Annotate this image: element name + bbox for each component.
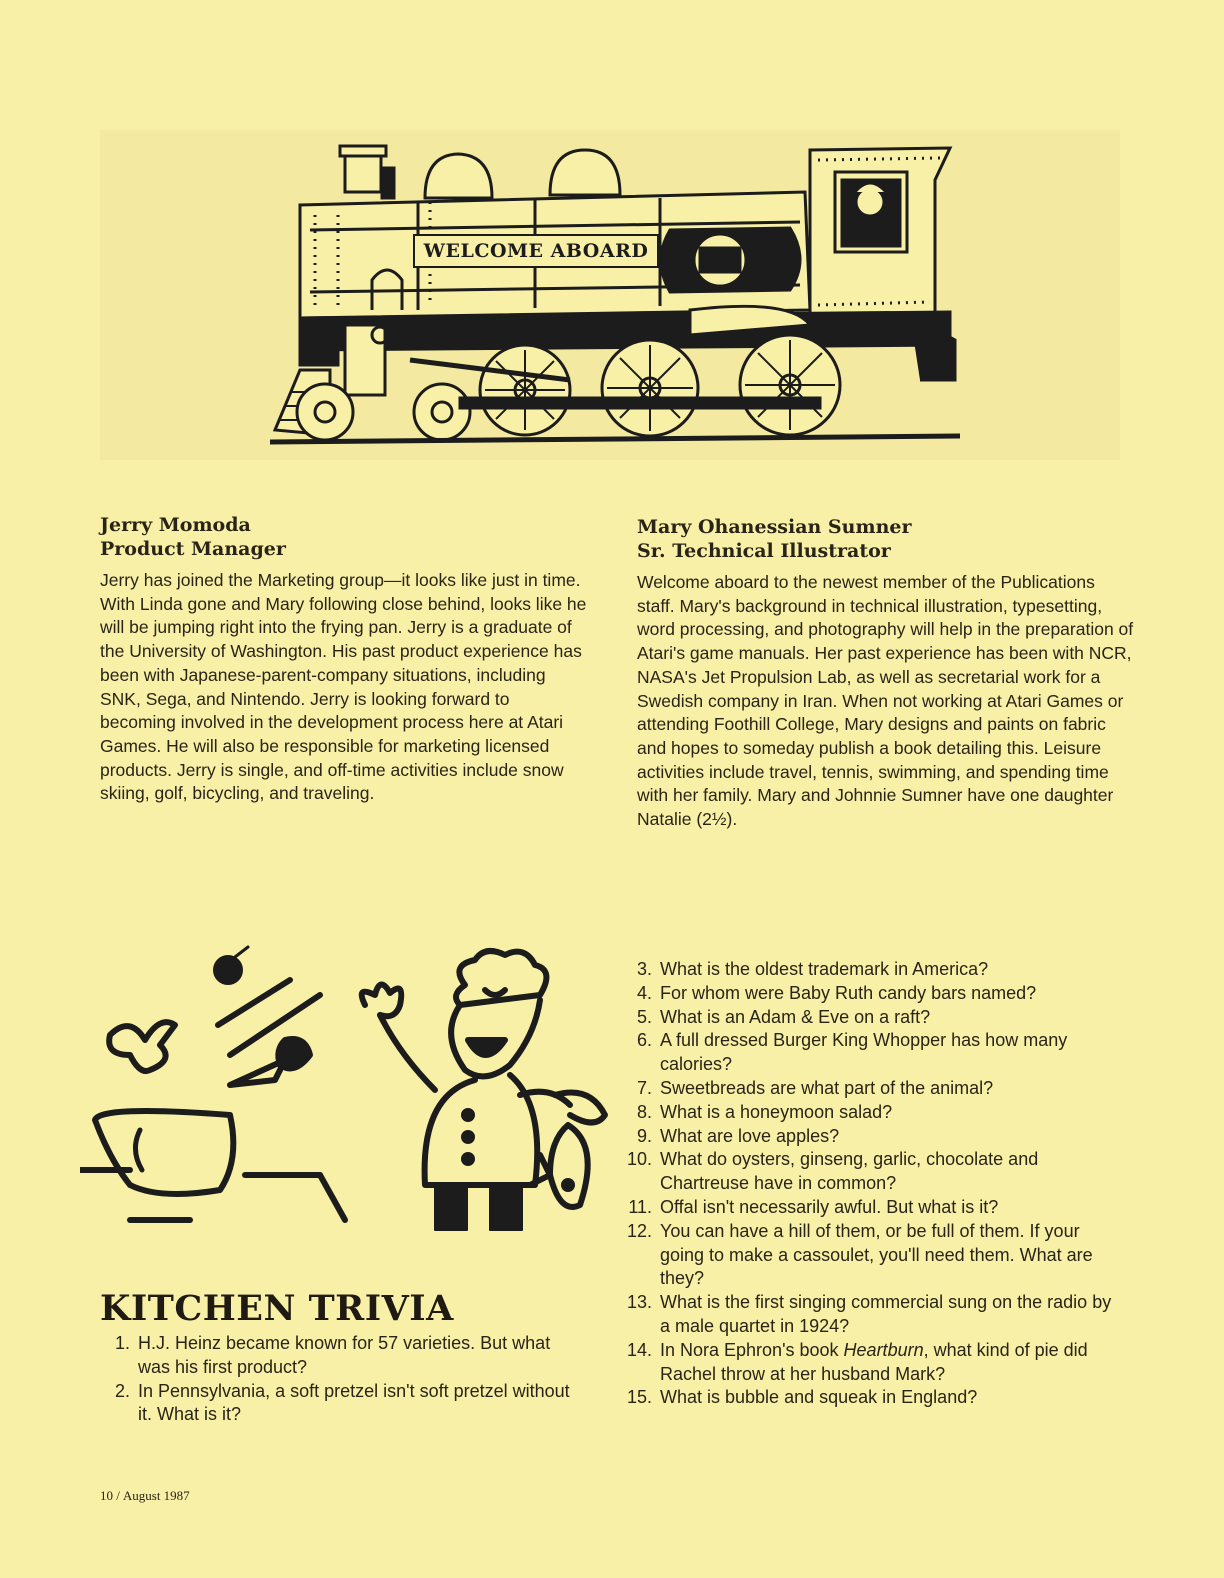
trivia-question: [622, 1125, 1122, 1149]
trivia-question: [622, 982, 1122, 1006]
trivia-question: [622, 1291, 1122, 1339]
trivia-question: [622, 1148, 1122, 1196]
question-number: 15.: [626, 1387, 652, 1408]
profile-name: Jerry Momoda: [100, 514, 251, 536]
question-number: 8.: [636, 1101, 652, 1122]
chef-drawing: [80, 945, 620, 1245]
trivia-question: [622, 1029, 1122, 1077]
profile-role: Sr. Technical Illustrator: [637, 540, 891, 562]
question-text: Sweetbreads are what part of the animal?: [660, 1077, 994, 1098]
question-text: What are love apples?: [660, 1125, 840, 1146]
trivia-question: [622, 1101, 1122, 1125]
profile-mary-sumner: [637, 515, 1137, 832]
trivia-question: [622, 1386, 1122, 1410]
trivia-question: [622, 1196, 1122, 1220]
question-number: 13.: [626, 1292, 652, 1313]
question-number: 3.: [636, 959, 652, 979]
trivia-questions-left: [100, 1332, 570, 1427]
question-text: For whom were Baby Ruth candy bars named?: [660, 982, 1037, 1003]
question-number: 14.: [626, 1339, 652, 1360]
profile-bio: Welcome aboard to the newest member of the Publications staff. Mary's background in technical illustration, typesetting, word processing, and photography will help in the preparation of Atari's game manuals. Her past experience has been with NCR, NASA's Jet Propulsion Lab, as well as secretarial work for a Swedish company in Iran. When not working at Atari Games or attending Foothill College, Mary designs and paints on fabric and hopes to someday publish a book detailing this. Leisure activities include travel, tennis, swimming, and spending time with her family. Mary and Johnnie Sumner have one daughter Natalie (2½).: [637, 572, 1134, 830]
question-text: [660, 1340, 1088, 1384]
trivia-question: [100, 1380, 570, 1428]
trivia-question: [622, 1220, 1122, 1291]
question-text: H.J. Heinz became known for 57 varieties. But what was his first product?: [138, 1333, 551, 1377]
locomotive-drawing: [270, 140, 960, 450]
train-illustration: [270, 140, 960, 450]
book-title: Heartburn: [843, 1339, 924, 1360]
chef-illustration: [80, 945, 620, 1245]
question-text: What is an Adam & Eve on a raft?: [660, 1006, 931, 1027]
page-footer: [100, 1488, 190, 1504]
trivia-question: [622, 958, 1122, 982]
question-number: 11.: [628, 1196, 652, 1217]
question-text-part: , what kind of pie did Rachel throw at her husband Mark?: [660, 1339, 1088, 1384]
question-number: 7.: [636, 1077, 652, 1098]
question-text: A full dressed Burger King Whopper has how many calories?: [660, 1030, 1068, 1075]
question-number: 4.: [636, 982, 652, 1003]
footer-separator: /: [113, 1488, 120, 1503]
question-text-part: In Nora Ephron's book: [660, 1339, 844, 1360]
question-number: 1.: [114, 1333, 130, 1353]
question-number: 5.: [636, 1006, 652, 1027]
trivia-questions-right: [622, 958, 1122, 1410]
question-number: 12.: [626, 1220, 652, 1241]
profile-bio: Jerry has joined the Marketing group—it looks like just in time. With Linda gone and Mary following close behind, looks like he will be jumping right into the frying pan. Jerry is a graduate of the University of Washington. His past product experience has been with Japanese-parent-company situations, including SNK, Sega, and Nintendo. Jerry is looking forward to becoming involved in the development process here at Atari Games. He will also be responsible for marketing licensed products. Jerry is single, and off-time activities include snow skiing, golf, bicycling, and traveling.: [100, 570, 587, 804]
question-number: 10.: [626, 1149, 652, 1170]
question-text: In Pennsylvania, a soft pretzel isn't soft pretzel without it. What is it?: [138, 1380, 570, 1425]
question-text: What do oysters, ginseng, garlic, chocolate and Chartreuse have in common?: [660, 1149, 1039, 1194]
question-text: Offal isn't necessarily awful. But what is it?: [660, 1196, 999, 1217]
profile-jerry-momoda: [100, 513, 590, 806]
question-text: What is bubble and squeak in England?: [660, 1387, 978, 1408]
trivia-question: [622, 1006, 1122, 1030]
issue-date: August 1987: [122, 1488, 190, 1503]
question-number: 6.: [636, 1030, 652, 1051]
trivia-question: [622, 1339, 1122, 1387]
trivia-question: [100, 1332, 570, 1380]
trivia-title: KITCHEN TRIVIA: [100, 1288, 454, 1329]
profile-role: Product Manager: [100, 538, 286, 560]
trivia-question: [622, 1077, 1122, 1101]
question-text: What is a honeymoon salad?: [660, 1101, 893, 1122]
page-number: 10: [100, 1488, 113, 1503]
question-text: What is the first singing commercial sung on the radio by a male quartet in 1924?: [660, 1292, 1112, 1336]
question-number: 2.: [114, 1380, 130, 1401]
question-number: 9.: [636, 1125, 652, 1146]
profile-name: Mary Ohanessian Sumner: [637, 516, 912, 538]
question-text: What is the oldest trademark in America?: [660, 959, 989, 979]
welcome-aboard-sign: WELCOME ABOARD: [413, 234, 659, 268]
question-text: You can have a hill of them, or be full of them. If your going to make a cassoulet, you'll need them. What are they?: [660, 1220, 1093, 1289]
